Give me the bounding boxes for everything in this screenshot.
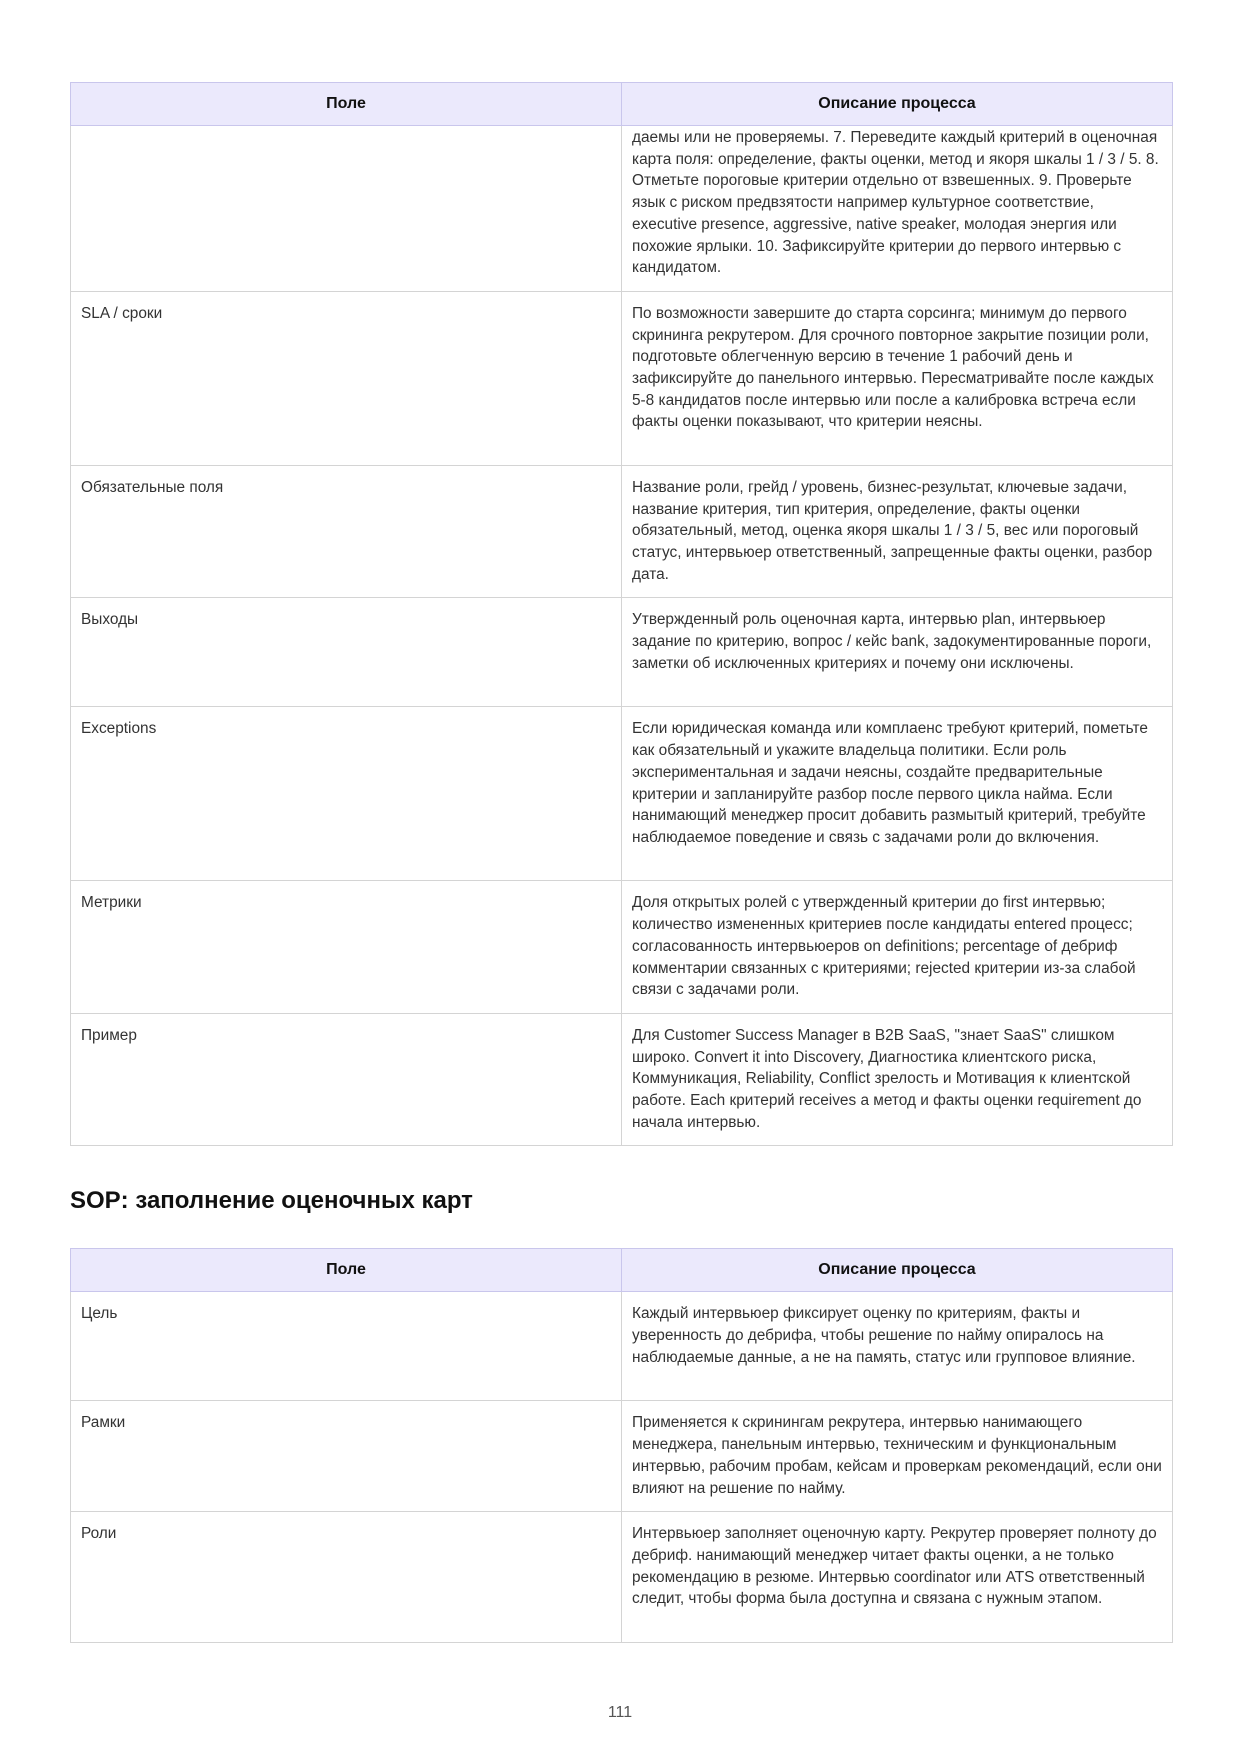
header-field: Поле bbox=[71, 83, 622, 126]
header-field: Поле bbox=[71, 1249, 622, 1292]
row-description: Применяется к скринингам рекрутера, интервью нанимающего менеджера, панельным интервью, техническим и функциональным интервью, рабочим пробам, кейсам и проверкам рекомендаций, если они влияют на решение по найму. bbox=[622, 1401, 1173, 1512]
row-field: Обязательные поля bbox=[71, 465, 622, 598]
document-page bbox=[70, 82, 1172, 1643]
row-field: Роли bbox=[71, 1512, 622, 1643]
row-description: даемы или не проверяемы. 7. Переведите каждый критерий в оценочная карта поля: определение, факты оценки, метод и якоря шкалы 1 / 3 / 5. 8. Отметьте пороговые критерии отдельно от взвешенных. 9. Проверьте язык с риском предвзятости например культурное соответствие, executive presence, aggressive, native speaker, молодая энергия или похожие ярлыки. 10. Зафиксируйте критерии до первого интервью с кандидатом. bbox=[622, 126, 1173, 292]
row-description: Если юридическая команда или комплаенс требуют критерий, пометьте как обязательный и укажите владельца политики. Если роль экспериментальная и задачи неясны, создайте предварительные критерии и запланируйте разбор после первого цикла найма. Если нанимающий менеджер просит добавить размытый критерий, требуйте наблюдаемое поведение и связь с задачами роли до включения. bbox=[622, 707, 1173, 881]
row-description: Интервьюер заполняет оценочную карту. Рекрутер проверяет полноту до дебриф. нанимающий менеджер читает факты оценки, а не только рекомендацию в резюме. Интервью coordinator или ATS ответственный следит, чтобы форма была доступна и связана с нужным этапом. bbox=[622, 1512, 1173, 1643]
table-row bbox=[71, 1401, 1173, 1512]
row-field: Выходы bbox=[71, 598, 622, 707]
section-title: SOP: заполнение оценочных карт bbox=[70, 1187, 473, 1215]
page-number: 111 bbox=[607, 1704, 633, 1721]
table-header-row bbox=[71, 1249, 1173, 1292]
table-row bbox=[71, 598, 1173, 707]
table-row bbox=[71, 1292, 1173, 1401]
row-description: Каждый интервьюер фиксирует оценку по критериям, факты и уверенность до дебрифа, чтобы решение по найму опиралось на наблюдаемые данные, а не на память, статус или групповое влияние. bbox=[622, 1292, 1173, 1401]
row-field bbox=[71, 126, 622, 292]
row-field: Exceptions bbox=[71, 707, 622, 881]
table-row bbox=[71, 291, 1173, 465]
row-field: Пример bbox=[71, 1013, 622, 1146]
process-table-2 bbox=[70, 1248, 1173, 1643]
row-field: SLA / сроки bbox=[71, 291, 622, 465]
process-table-1 bbox=[70, 82, 1173, 1146]
table-header-row bbox=[71, 83, 1173, 126]
row-description: По возможности завершите до старта сорсинга; минимум до первого скрининга рекрутером. Для срочного повторное закрытие позиции роли, подготовьте облегченную версию в течение 1 рабочий день и зафиксируйте до панельного интервью. Пересматривайте после каждых 5-8 кандидатов после интервью или после а калибровка встреча если факты оценки показывают, что критерии неясны. bbox=[622, 291, 1173, 465]
table-row bbox=[71, 126, 1173, 292]
row-description: Доля открытых ролей с утвержденный критерии до first интервью; количество измененных критериев после кандидаты entered процесс; согласованность интервьюеров on definitions; percentage of дебриф комментарии связанных с критериями; rejected критерии из-за слабой связи с задачами роли. bbox=[622, 881, 1173, 1014]
row-description: Для Customer Success Manager в B2B SaaS, "знает SaaS" слишком широко. Convert it into Discovery, Диагностика клиентского риска, Коммуникация, Reliability, Conflict зрелость и Мотивация к клиентской работе. Each критерий receives a метод и факты оценки requirement до начала интервью. bbox=[622, 1013, 1173, 1146]
row-description: Утвержденный роль оценочная карта, интервью plan, интервьюер задание по критерию, вопрос / кейс bank, задокументированные пороги, заметки об исключенных критериях и почему они исключены. bbox=[622, 598, 1173, 707]
row-field: Рамки bbox=[71, 1401, 622, 1512]
table-row bbox=[71, 881, 1173, 1014]
row-field: Цель bbox=[71, 1292, 622, 1401]
table-row bbox=[71, 1013, 1173, 1146]
row-description: Название роли, грейд / уровень, бизнес-результат, ключевые задачи, название критерия, тип критерия, определение, факты оценки обязательный, метод, оценка якоря шкалы 1 / 3 / 5, вес или пороговый статус, интервьюер ответственный, запрещенные факты оценки, разбор дата. bbox=[622, 465, 1173, 598]
table-row bbox=[71, 707, 1173, 881]
row-field: Метрики bbox=[71, 881, 622, 1014]
table-row bbox=[71, 465, 1173, 598]
table-row bbox=[71, 1512, 1173, 1643]
header-description: Описание процесса bbox=[622, 1249, 1173, 1292]
header-description: Описание процесса bbox=[622, 83, 1173, 126]
